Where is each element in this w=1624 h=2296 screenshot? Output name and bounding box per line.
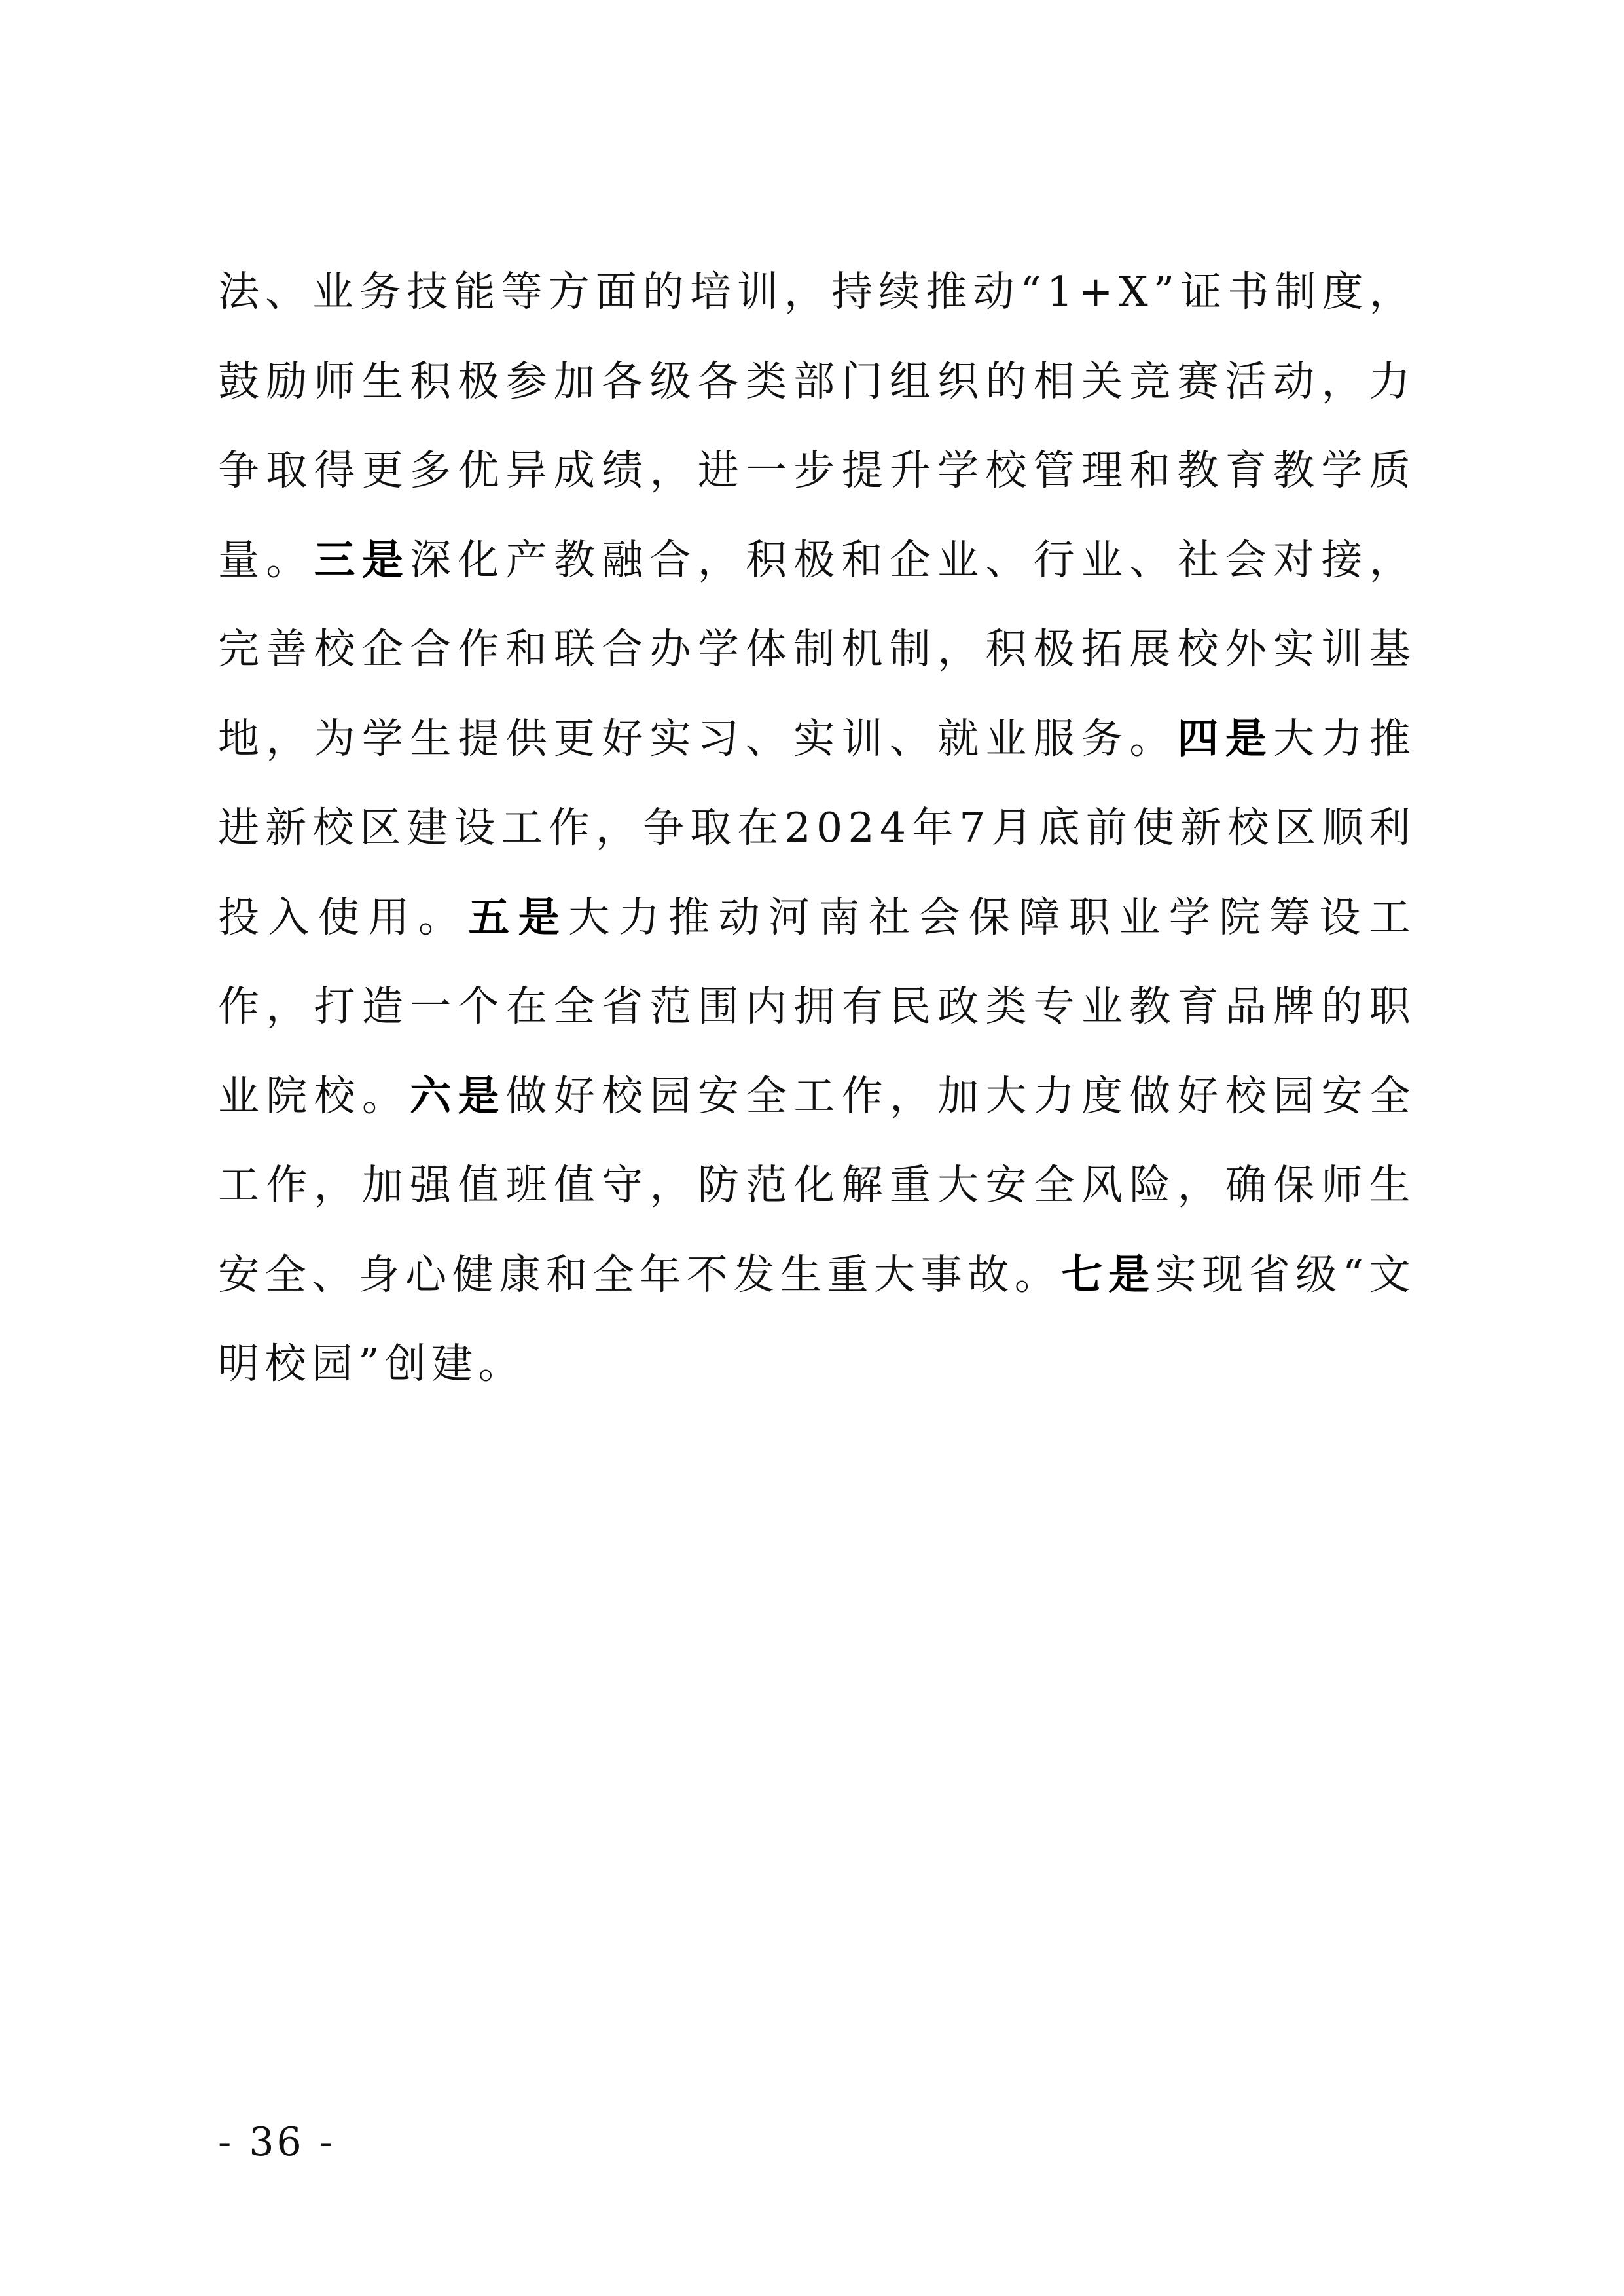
paragraph-text: 大力推进新校区建设工作，争取在2024年7月底前使新校区顺利投入使用。: [218, 714, 1416, 941]
page-number: - 36 -: [218, 2119, 336, 2165]
paragraph-text: 做好校园安全工作，加大力度做好校园安全工作，加强值班值守，防范化解重大安全风险，确保师生安全、身心健康和全年不发生重大事故。: [218, 1071, 1416, 1299]
point-marker-five: 五是: [468, 893, 569, 941]
paragraph-text: 大力推动河南社会保障职业学院筹设工作，打造一个在全省范围内拥有民政类专业教育品牌的职业院校。: [218, 893, 1416, 1120]
body-paragraph: [218, 247, 1416, 1409]
paragraph-text: 实现省级“文明校园”创建。: [218, 1250, 1416, 1388]
paragraph-text: 法、业务技能等方面的培训，持续推动“1+X”证书制度，鼓励师生积极参加各级各类部门组织的相关竞赛活动，力争取得更多优异成绩，进一步提升学校管理和教育教学质量。: [218, 268, 1416, 584]
point-marker-four: 四是: [1177, 714, 1274, 762]
point-marker-six: 六是: [410, 1071, 506, 1120]
point-marker-seven: 七是: [1061, 1250, 1155, 1299]
paragraph-text: 深化产教融合，积极和企业、行业、社会对接，完善校企合作和联合办学体制机制，积极拓展校外实训基地，为学生提供更好实习、实训、就业服务。: [218, 535, 1416, 762]
point-marker-three: 三是: [314, 535, 410, 584]
